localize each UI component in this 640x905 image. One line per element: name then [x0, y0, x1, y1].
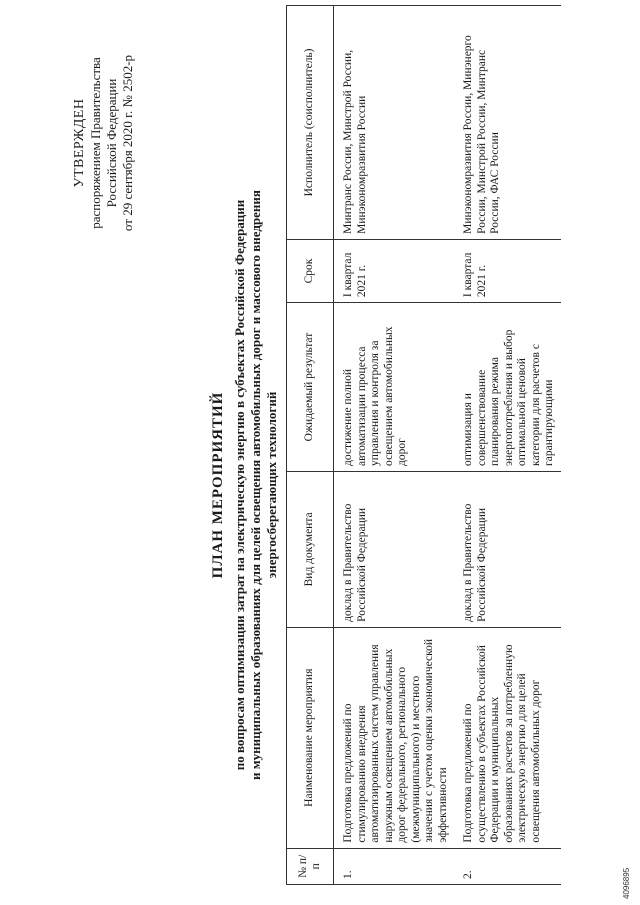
title-line: энергосберегающих технологий — [264, 391, 279, 579]
header-term: Срок — [287, 239, 334, 302]
document-title — [210, 135, 280, 835]
cell-name: Подготовка предложений по стимулированию внедрения автоматизированных систем управления наружным освещением автомобильных дорог федерального, регионального (межмуниципального) и местного значения с учетом оценки экономической эффективности — [338, 627, 454, 848]
measures-table — [286, 5, 561, 885]
cell-name: Подготовка предложений по осуществлению в субъектах Российской Федерации и муниципальных образованиях расчетов за потребленную электрическую энергию для целей освещения автомобильных дорог — [458, 627, 561, 848]
cell-term: I квартал 2021 г. — [338, 239, 454, 302]
approval-stamp — [72, 18, 136, 268]
cell-term: I квартал 2021 г. — [458, 239, 561, 302]
document-id: 4096895 — [622, 867, 631, 899]
approval-line: Российской Федерации — [104, 78, 119, 208]
plan-heading: ПЛАН МЕРОПРИЯТИЙ — [210, 391, 226, 579]
cell-num: 2. — [458, 848, 561, 884]
cell-result: достижение полной автоматизации процесса управления и контроля за освещением автомобильных дорог — [338, 303, 454, 472]
header-exec: Исполнитель (соисполнитель) — [287, 6, 334, 240]
cell-result: оптимизация и совершенствование планирования режима энергопотребления и выбор оптимальной ценовой категории для расчетов с гарантирующими — [458, 303, 561, 472]
cell-exec: Минэкономразвития России, Минэнерго России, Минстрой России, Минтранс России, ФАС России — [458, 6, 561, 240]
cell-doc: доклад в Правительство Российской Федерации — [458, 471, 561, 627]
approval-line: распоряжением Правительства — [88, 57, 103, 229]
header-name: Наименование мероприятия — [287, 627, 334, 848]
table-row — [338, 6, 454, 885]
table-row — [458, 6, 561, 885]
header-result: Ожидаемый результат — [287, 303, 334, 472]
cell-num: 1. — [338, 848, 454, 884]
header-doc: Вид документа — [287, 471, 334, 627]
cell-exec: Минтранс России, Минстрой России, Минэкономразвития России — [338, 6, 454, 240]
table-header-row — [287, 6, 334, 885]
title-line: и муниципальных образованиях для целей освещения автомобильных дорог и массового внедрения — [248, 190, 263, 780]
title-line: по вопросам оптимизации затрат на электрическую энергию в субъектах Российской Федерации — [232, 199, 247, 771]
approval-date: от 29 сентября 2020 г. № 2502-р — [120, 54, 135, 232]
header-num: № п/п — [287, 848, 334, 884]
cell-doc: доклад в Правительство Российской Федерации — [338, 471, 454, 627]
approval-heading: УТВЕРЖДЕН — [72, 98, 87, 188]
